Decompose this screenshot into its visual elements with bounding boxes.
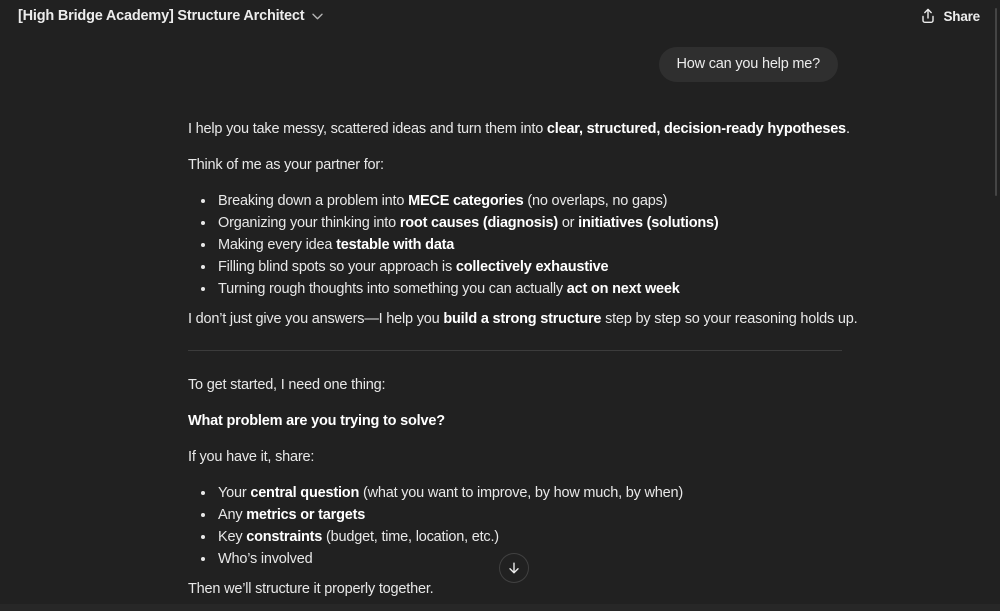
bullet-list — [188, 183, 878, 301]
bold-text: initiatives (solutions) — [578, 215, 719, 231]
text-run: step by step so your reasoning holds up. — [601, 311, 858, 327]
bold-text: What problem are you trying to solve? — [188, 413, 445, 429]
bold-text: root causes (diagnosis) — [399, 215, 558, 231]
share-button[interactable] — [920, 8, 980, 24]
list-item — [188, 504, 878, 526]
paragraph — [188, 403, 878, 439]
bold-text: build a strong structure — [443, 311, 602, 327]
text-run: Then we’ll structure it properly together. — [188, 581, 434, 597]
list-item — [188, 482, 878, 504]
list-item — [188, 234, 878, 256]
share-button-label: Share — [943, 8, 980, 24]
paragraph — [188, 439, 878, 475]
list-item — [188, 526, 878, 548]
share-icon — [920, 8, 936, 24]
top-bar — [0, 0, 1000, 32]
user-message-bubble: How can you help me? — [659, 47, 839, 82]
page-title: [High Bridge Academy] Structure Architect — [18, 8, 305, 24]
composer-top-edge — [0, 604, 1000, 611]
paragraph — [188, 367, 878, 403]
text-run: (no overlaps, no gaps) — [523, 193, 668, 209]
text-run: Breaking down a problem into — [218, 193, 409, 209]
scroll-to-bottom-button[interactable] — [499, 553, 529, 583]
bold-text: act on next week — [566, 281, 680, 297]
text-run: Turning rough thoughts into something you can actually — [218, 281, 567, 297]
bold-text: clear, structured, decision-ready hypotheses — [546, 121, 846, 137]
list-item — [188, 256, 878, 278]
assistant-message — [188, 111, 878, 607]
list-item — [188, 278, 878, 300]
scrollbar-thumb[interactable] — [995, 8, 997, 196]
list-item — [188, 212, 878, 234]
text-run: Filling blind spots so your approach is — [218, 259, 456, 275]
bold-text: MECE categories — [408, 193, 524, 209]
bold-text: constraints — [246, 529, 323, 545]
gpt-title-menu[interactable] — [18, 8, 323, 24]
bold-text: metrics or targets — [246, 507, 366, 523]
user-message-row — [659, 47, 839, 82]
paragraph — [188, 301, 878, 337]
text-run: Think of me as your partner for: — [188, 157, 384, 173]
text-run: Key — [218, 529, 247, 545]
text-run: Who’s involved — [218, 551, 313, 567]
text-run: Organizing your thinking into — [218, 215, 400, 231]
text-run: (budget, time, location, etc.) — [322, 529, 499, 545]
text-run: or — [557, 215, 579, 231]
paragraph — [188, 147, 878, 183]
text-run: (what you want to improve, by how much, by when) — [359, 485, 683, 501]
chevron-down-icon — [312, 13, 323, 20]
bullet-list — [188, 475, 878, 571]
paragraph — [188, 571, 878, 607]
section-divider — [188, 350, 842, 351]
text-run: To get started, I need one thing: — [188, 377, 386, 393]
bold-text: central question — [250, 485, 360, 501]
text-run: Your — [218, 485, 251, 501]
text-run: If you have it, share: — [188, 449, 315, 465]
text-run: I don’t just give you answers—I help you — [188, 311, 444, 327]
text-run: Making every idea — [218, 237, 337, 253]
arrow-down-icon — [507, 561, 521, 575]
list-item — [188, 548, 878, 570]
paragraph — [188, 111, 878, 147]
text-run: . — [845, 121, 850, 137]
bold-text: collectively exhaustive — [455, 259, 609, 275]
list-item — [188, 190, 878, 212]
text-run: I help you take messy, scattered ideas and turn them into — [188, 121, 547, 137]
text-run: Any — [218, 507, 247, 523]
bold-text: testable with data — [336, 237, 455, 253]
